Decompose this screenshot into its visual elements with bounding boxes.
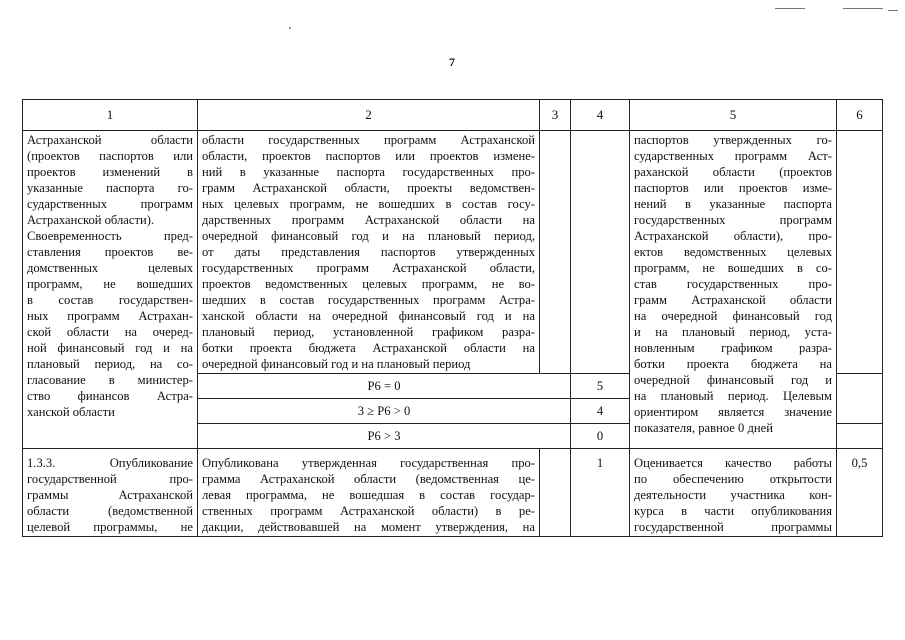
text-line: став государственных про- bbox=[634, 277, 832, 291]
text-line: целевой программы, не bbox=[27, 520, 193, 534]
text-line: плановый период, на со- bbox=[27, 357, 193, 371]
indicator-name-cell bbox=[23, 449, 198, 537]
indicator-description-cell bbox=[630, 131, 837, 449]
empty-cell bbox=[571, 131, 630, 374]
text-line: государственных программ bbox=[634, 213, 832, 227]
text-line: сударственных программ Аст- bbox=[634, 149, 832, 163]
indicator-formula-cell bbox=[198, 131, 540, 374]
criteria-score: 4 bbox=[571, 399, 630, 424]
text-line: области, проектов паспортов или проектов измене- bbox=[202, 149, 535, 163]
text-line: очередной финансовый год и на плановый период bbox=[202, 357, 471, 371]
indicator-formula-cell bbox=[198, 449, 540, 537]
empty-cell bbox=[837, 374, 883, 424]
text-line: новленным графиком разра- bbox=[634, 341, 832, 355]
text-line: области государственных программ Астраханской bbox=[202, 133, 535, 147]
text-line: паспортов утвержденных го- bbox=[634, 133, 832, 147]
text-line: проектов ведомственных целевых программ, не во- bbox=[202, 277, 535, 291]
scan-artifact-line bbox=[888, 10, 898, 11]
text-line: от даты представления паспортов утвержденных bbox=[202, 245, 535, 259]
text-line: ботки проекта бюджета Астраханской области на bbox=[202, 341, 535, 355]
table-header-row bbox=[23, 100, 883, 131]
text-line: ектов ведомственных целевых bbox=[634, 245, 832, 259]
weight-cell: 0,5 bbox=[837, 449, 883, 537]
indicator-description-cell bbox=[630, 449, 837, 537]
text-line: деятельности участника кон- bbox=[634, 488, 832, 502]
text-line: ной финансовый год и на bbox=[27, 341, 193, 355]
text-line: нений в указанные паспорта bbox=[634, 197, 832, 211]
text-line: плановый период, установленной графиком разра- bbox=[202, 325, 535, 339]
text-line: ханской области bbox=[27, 405, 115, 419]
text-line: программ, не вошедших в со- bbox=[634, 261, 832, 275]
text-line: проектов изменений в bbox=[27, 165, 193, 179]
text-line: Опубликована утвержденная государственная про- bbox=[202, 456, 535, 470]
text-line: на очередной финансовый год bbox=[634, 309, 832, 323]
text-line: (проектов паспортов или bbox=[27, 149, 193, 163]
text-line: очередной финансовый год и bbox=[634, 373, 832, 387]
empty-cell bbox=[837, 131, 883, 374]
header-cell: 5 bbox=[630, 100, 837, 131]
table-row bbox=[23, 131, 883, 374]
text-line: Своевременность пред- bbox=[27, 229, 193, 243]
text-line: и на плановый период, уста- bbox=[634, 325, 832, 339]
indicator-name-cell bbox=[23, 131, 198, 449]
text-line: указанные паспорта го- bbox=[27, 181, 193, 195]
text-line: Астраханской области). bbox=[27, 213, 155, 227]
text-line: шедших в состав государственных программ Астра- bbox=[202, 293, 535, 307]
empty-cell bbox=[837, 424, 883, 449]
score-cell: 1 bbox=[571, 449, 630, 537]
text-line: Астраханской области bbox=[27, 133, 193, 147]
header-cell: 4 bbox=[571, 100, 630, 131]
text-line: раханской области (проектов bbox=[634, 165, 832, 179]
text-line: сударственных программ bbox=[27, 197, 193, 211]
text-line: по обеспечению открытости bbox=[634, 472, 832, 486]
text-line: гласование в министер- bbox=[27, 373, 193, 387]
text-line: в состав государствен- bbox=[27, 293, 193, 307]
table-row bbox=[23, 449, 883, 537]
text-line: ботки проекта бюджета на bbox=[634, 357, 832, 371]
header-cell: 2 bbox=[198, 100, 540, 131]
text-line: Астраханской области), про- bbox=[634, 229, 832, 243]
criteria-score: 0 bbox=[571, 424, 630, 449]
text-line: левая программа, не вошедшая в состав государ- bbox=[202, 488, 535, 502]
criteria-condition: Р6 > 3 bbox=[198, 424, 571, 449]
empty-cell bbox=[540, 449, 571, 537]
scan-artifact-line bbox=[843, 8, 883, 9]
criteria-table bbox=[22, 99, 883, 537]
text-line: дакции, действовавшей на момент утверждения, на bbox=[202, 520, 535, 534]
text-line: 1.3.3. Опубликование bbox=[27, 456, 193, 470]
text-line: на плановый период. Целевым bbox=[634, 389, 832, 403]
text-line: грамм Астраханской области bbox=[634, 293, 832, 307]
text-line: области (ведомственной bbox=[27, 504, 193, 518]
text-line: дарственных программ Астраханской области на bbox=[202, 213, 535, 227]
criteria-condition: Р6 = 0 bbox=[198, 374, 571, 399]
text-line: программ, не вошедших bbox=[27, 277, 193, 291]
text-line: ство финансов Астра- bbox=[27, 389, 193, 403]
criteria-condition: 3 ≥ Р6 > 0 bbox=[198, 399, 571, 424]
text-line: ственных программ Астраханской области) в ре- bbox=[202, 504, 535, 518]
text-line: граммы Астраханской bbox=[27, 488, 193, 502]
header-cell: 3 bbox=[540, 100, 571, 131]
scan-artifact-dot bbox=[289, 27, 291, 29]
text-line: ставления проектов ве- bbox=[27, 245, 193, 259]
text-line: государственной про- bbox=[27, 472, 193, 486]
text-line: курса в части опубликования bbox=[634, 504, 832, 518]
text-line: ных программ Астрахан- bbox=[27, 309, 193, 323]
text-line: ской области на очеред- bbox=[27, 325, 193, 339]
text-line: Оценивается качество работы bbox=[634, 456, 832, 470]
text-line: домственных целевых bbox=[27, 261, 193, 275]
empty-cell bbox=[540, 131, 571, 374]
text-line: паспортов или проектов изме- bbox=[634, 181, 832, 195]
text-line: грамма Астраханской области (ведомственная це- bbox=[202, 472, 535, 486]
header-cell: 1 bbox=[23, 100, 198, 131]
text-line: государственных программ Астраханской области, bbox=[202, 261, 535, 275]
criteria-score: 5 bbox=[571, 374, 630, 399]
text-line: государственной программы bbox=[634, 520, 832, 534]
scan-artifact-line bbox=[775, 8, 805, 9]
header-cell: 6 bbox=[837, 100, 883, 131]
text-line: ориентиром является значение bbox=[634, 405, 832, 419]
text-line: показателя, равное 0 дней bbox=[634, 421, 773, 435]
page-number: 7 bbox=[449, 55, 455, 69]
text-line: ний в указанные паспорта государственных про- bbox=[202, 165, 535, 179]
text-line: ных целевых программ, не вошедших в состав госу- bbox=[202, 197, 535, 211]
text-line: грамм Астраханской области, проекты ведомствен- bbox=[202, 181, 535, 195]
text-line: ханской области на очередной финансовый год и на bbox=[202, 309, 535, 323]
text-line: очередной финансовый год и на плановый период, bbox=[202, 229, 535, 243]
